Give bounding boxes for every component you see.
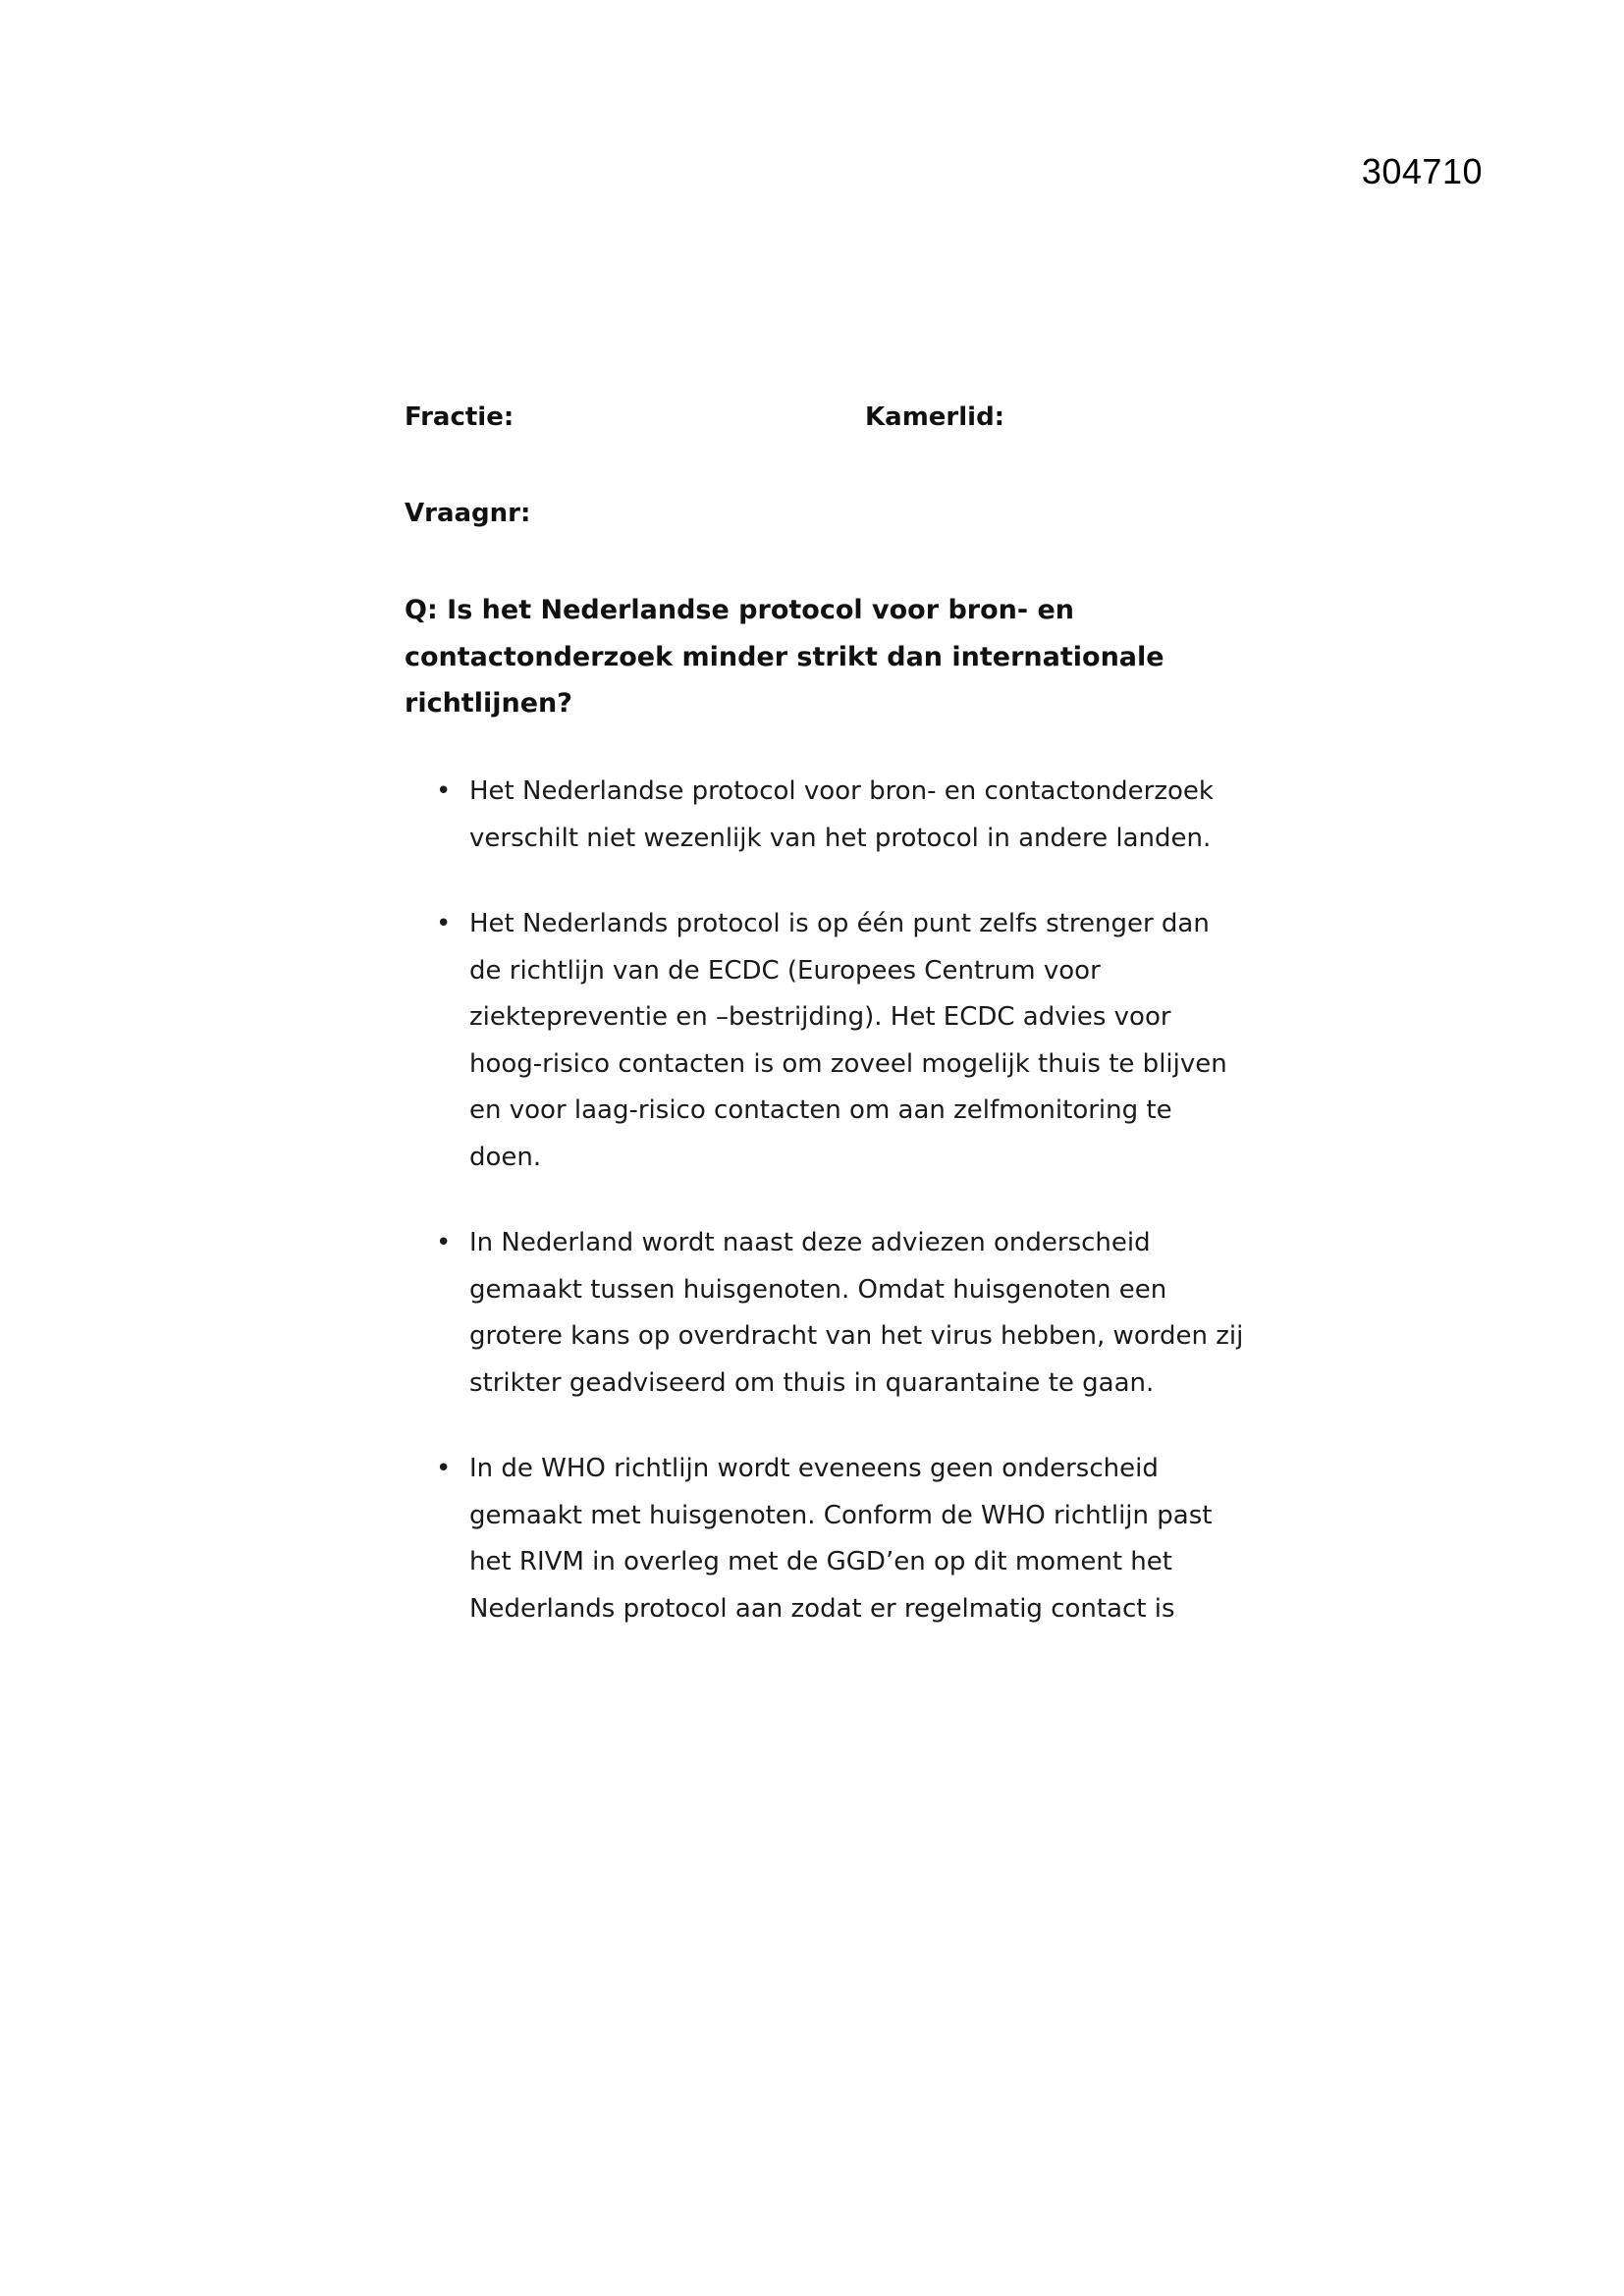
bullet-icon: •: [436, 1228, 452, 1257]
answer-list: [436, 769, 1245, 1672]
answer-text: In de WHO richtlijn wordt eveneens geen onderscheid gemaakt met huisgenoten. Conform de WHO richtlijn past het RIVM in overleg met de GGD’en op dit moment het Nederlands protocol aan zodat er regelmatig contact is: [469, 1454, 1213, 1624]
answer-item: [436, 1446, 1245, 1632]
bullet-icon: •: [436, 909, 452, 938]
answer-item: [436, 1220, 1245, 1407]
answer-item: [436, 901, 1245, 1181]
answer-item: [436, 769, 1245, 862]
fractie-label: Fractie:: [405, 402, 514, 432]
document-number: 304710: [1361, 151, 1483, 191]
kamerlid-label: Kamerlid:: [865, 402, 1005, 432]
answer-text: Het Nederlandse protocol voor bron- en contactonderzoek verschilt niet wezenlijk van het protocol in andere landen.: [469, 776, 1214, 853]
answer-text: In Nederland wordt naast deze adviezen onderscheid gemaakt tussen huisgenoten. Omdat huisgenoten een grotere kans op overdracht van het virus hebben, worden zij strikter geadviseerd om thuis in quarantaine te gaan.: [469, 1228, 1244, 1398]
answer-text: Het Nederlands protocol is op één punt zelfs strenger dan de richtlijn van de ECDC (Europees Centrum voor ziektepreventie en –bestrijding). Het ECDC advies voor hoog-risico contacten is om zoveel mogelijk thuis te blijven en voor laag-risico contacten om aan zelfmonitoring te doen.: [469, 909, 1227, 1172]
vraagnr-label: Vraagnr:: [405, 499, 531, 528]
bullet-icon: •: [436, 1454, 452, 1483]
question-text: Q: Is het Nederlandse protocol voor bron- en contactonderzoek minder strikt dan internationale richtlijnen?: [405, 595, 1164, 719]
bullet-icon: •: [436, 776, 452, 806]
